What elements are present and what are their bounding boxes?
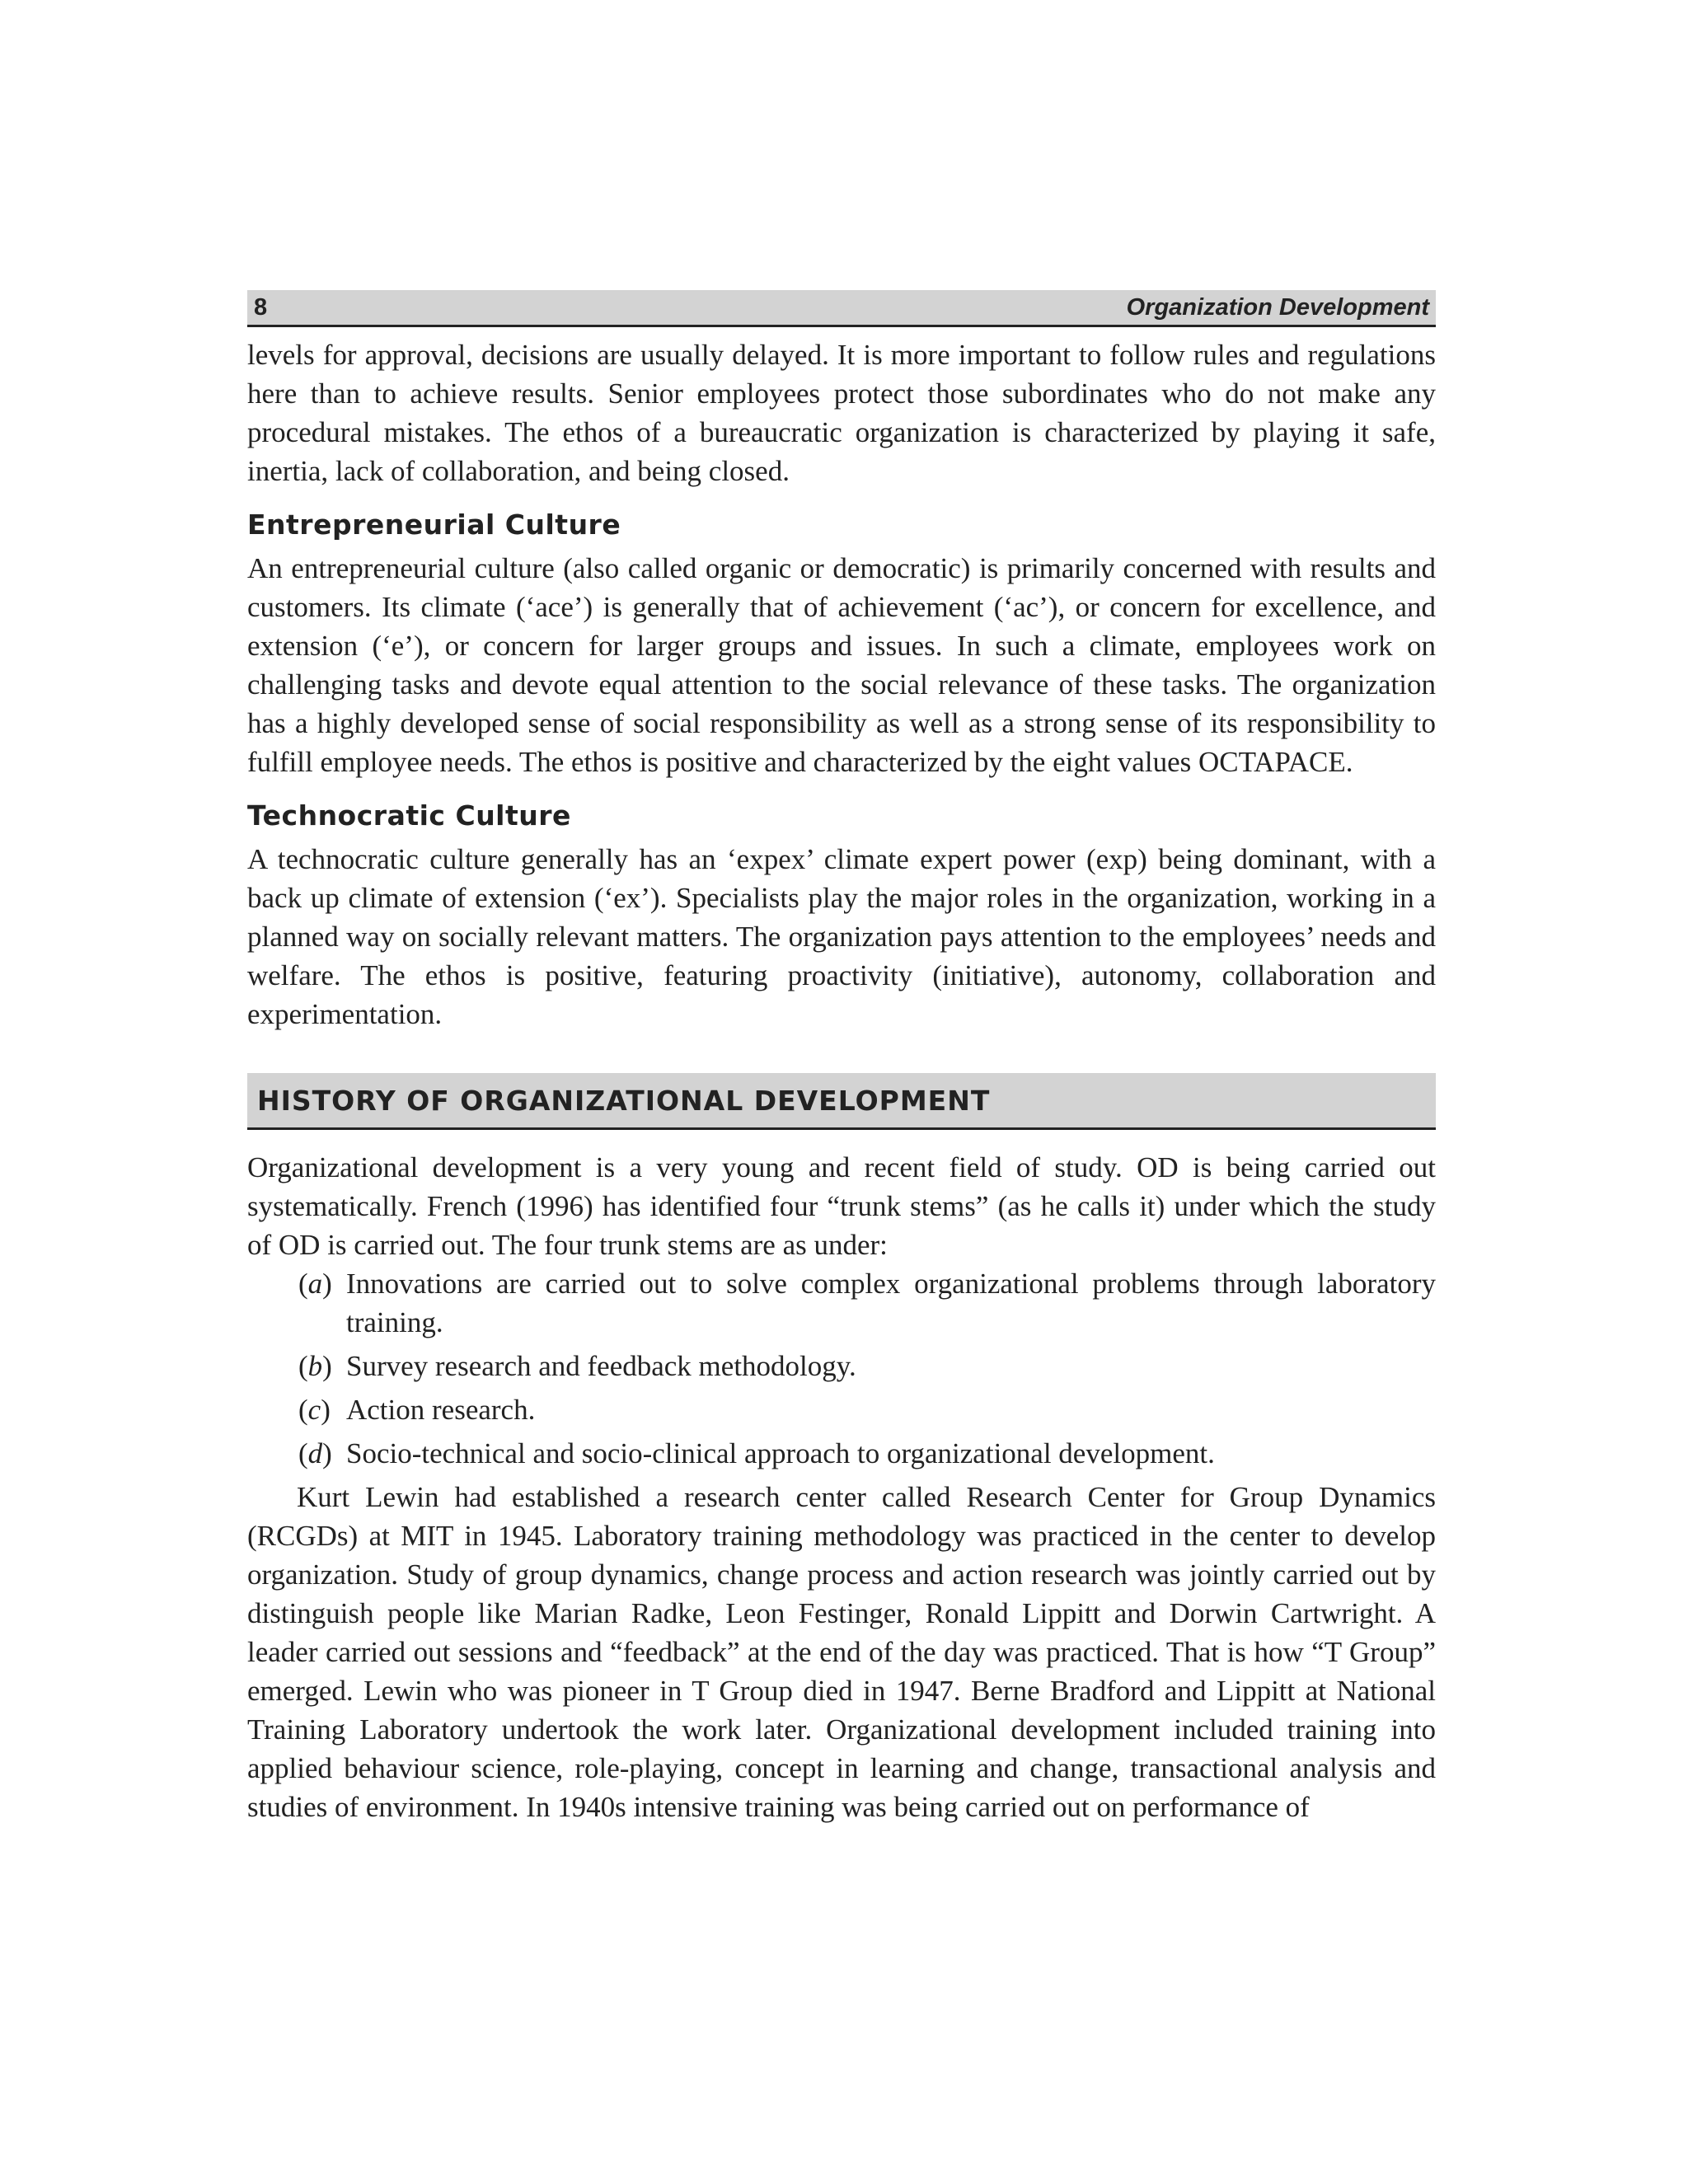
list-item xyxy=(298,1390,1436,1429)
entrepreneurial-culture-heading: Entrepreneurial Culture xyxy=(247,509,621,541)
list-marker: (a) xyxy=(298,1268,332,1300)
lewin-paragraph: Kurt Lewin had established a research center called Research Center for Group Dynamics (RCGDs) at MIT in 1945. Laboratory training methodology was practiced in the center to develop organization. Study of group dynamics, change process and action research was jointly carried out by distinguish people like Marian Radke, Leon Festinger, Ronald Lippitt and Dorwin Cartwright. A leader carried out sessions and “feedback” at the end of the day was practiced. That is how “T Group” emerged. Lewin who was pioneer in T Group died in 1947. Berne Bradford and Lippitt at National Training Laboratory undertook the work later. Organizational development included training into applied behaviour science, role-playing, concept in learning and change, transactional analysis and studies of environment. In 1940s intensive training was being carried out on performance of xyxy=(247,1481,1436,1823)
list-item-text: Survey research and feedback methodology. xyxy=(346,1350,856,1382)
list-marker: (d) xyxy=(298,1437,332,1469)
technocratic-culture-heading: Technocratic Culture xyxy=(247,799,571,832)
list-item xyxy=(298,1434,1436,1473)
history-intro-paragraph: Organizational development is a very young and recent field of study. OD is being carried out systematically. French (1996) has identified four “trunk stems” (as he calls it) under which the study of OD is carried out. The four trunk stems are as under: xyxy=(247,1151,1436,1261)
running-header xyxy=(247,290,1436,327)
history-section-heading: HISTORY OF ORGANIZATIONAL DEVELOPMENT xyxy=(247,1073,1436,1130)
technocratic-culture-paragraph: A technocratic culture generally has an ‘expex’ climate expert power (exp) being dominant, with a back up climate of extension (‘ex’). Specialists play the major roles in the organization, working in a planned way on socially relevant matters. The organization pays attention to the employees’ needs and welfare. The ethos is positive, featuring proactivity (initiative), autonomy, collaboration and experimentation. xyxy=(247,843,1436,1030)
trunk-stems-list xyxy=(247,1264,1436,1473)
list-marker: (c) xyxy=(298,1394,331,1426)
list-marker: (b) xyxy=(298,1350,332,1382)
list-item xyxy=(298,1347,1436,1385)
list-item-text: Socio-technical and socio-clinical approach to organizational development. xyxy=(346,1437,1215,1469)
intro-paragraph: levels for approval, decisions are usually delayed. It is more important to follow rules and regulations here than to achieve results. Senior employees protect those subordinates who do not make any procedural mistakes. The ethos of a bureaucratic organization is characterized by playing it safe, inertia, lack of collaboration, and being closed. xyxy=(247,339,1436,487)
book-title: Organization Development xyxy=(1126,293,1429,321)
list-item-text: Innovations are carried out to solve complex organizational problems through laboratory training. xyxy=(346,1268,1436,1338)
list-item-text: Action research. xyxy=(346,1394,536,1426)
book-page xyxy=(247,290,1436,1826)
list-item xyxy=(298,1264,1436,1342)
entrepreneurial-culture-paragraph: An entrepreneurial culture (also called organic or democratic) is primarily concerned with results and customers. Its climate (‘ace’) is generally that of achievement (‘ac’), or concern for excellence, and extension (‘e’), or concern for larger groups and issues. In such a climate, employees work on challenging tasks and devote equal attention to the social relevance of these tasks. The organization has a highly developed sense of social responsibility as well as a strong sense of its responsibility to fulfill employee needs. The ethos is positive and characterized by the eight values OCTAPACE. xyxy=(247,552,1436,778)
page-number: 8 xyxy=(254,293,268,321)
